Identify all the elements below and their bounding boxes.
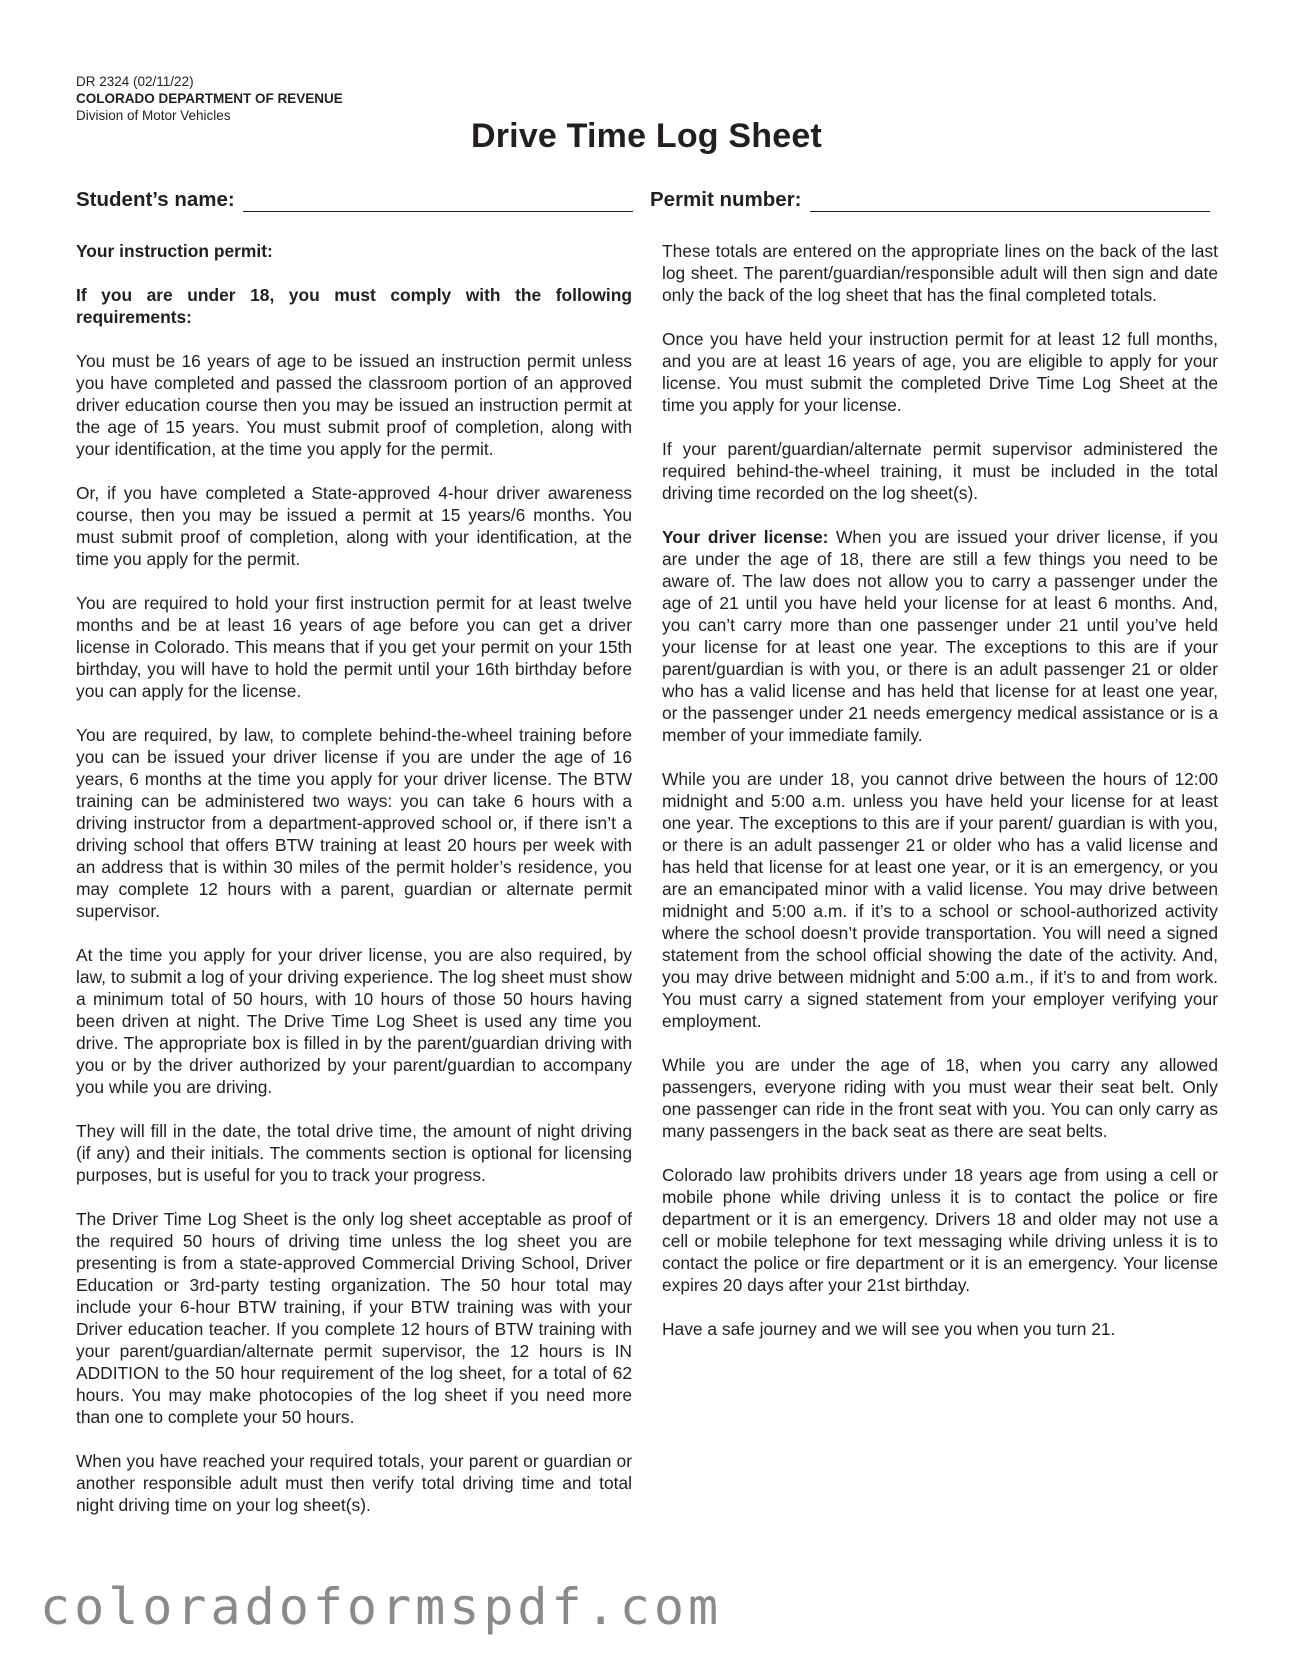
permit-number-row	[650, 180, 1210, 212]
left-column	[76, 240, 632, 1538]
permit-number-field[interactable]	[810, 189, 1210, 212]
paragraph: While you are under 18, you cannot drive between the hours of 12:00 midnight and 5:00 a.m. unless you have held your license for at least one year. The exceptions to this are if your parent/ guardian is with you, or there is an adult passenger 21 or older who has a valid license and has held that license for at least one year, or it is an emergency, or you are an emancipated minor with a valid license. You may drive between midnight and 5:00 a.m. if it’s to a school or school-authorized activity where the school doesn’t provide transportation. You will need a signed statement from the school official showing the date of the activity. And, you may drive between midnight and 5:00 a.m., if it’s to and from work. You must carry a signed statement from your employer verifying your employment.	[662, 769, 1218, 1031]
form-number: DR 2324 (02/11/22)	[76, 74, 194, 89]
student-name-row	[76, 180, 633, 212]
paragraph: Or, if you have completed a State-approved 4-hour driver awareness course, then you may be issued a permit at 15 years/6 months. You must submit proof of completion, along with your identification, at the time you apply for the permit.	[76, 483, 632, 569]
watermark: coloradoformspdf.com	[40, 1578, 723, 1636]
paragraph: When you have reached your required totals, your parent or guardian or another responsible adult must then verify total driving time and total night driving time on your log sheet(s).	[76, 1451, 632, 1515]
page-title: Drive Time Log Sheet	[470, 117, 823, 155]
paragraph: You must be 16 years of age to be issued an instruction permit unless you have completed and passed the classroom portion of an approved driver education course then you may be issued an instruction permit at the age of 15 years. You must submit proof of completion, along with your identification, at the time you apply for the permit.	[76, 351, 632, 459]
division-name: Division of Motor Vehicles	[76, 108, 231, 123]
paragraph: Colorado law prohibits drivers under 18 years age from using a cell or mobile phone while driving unless it is to contact the police or fire department or it is an emergency. Drivers 18 and older may not use a cell or mobile telephone for text messaging while driving unless it is to contact the police or fire department or it is an emergency. Your license expires 20 days after your 21st birthday.	[662, 1165, 1218, 1295]
right-column	[662, 240, 1218, 1362]
paragraph: If your parent/guardian/alternate permit supervisor administered the required behind-the-wheel training, it must be included in the total driving time recorded on the log sheet(s).	[662, 439, 1218, 503]
agency-name: COLORADO DEPARTMENT OF REVENUE	[76, 91, 343, 106]
driver-license-heading: Your driver license:	[662, 527, 829, 547]
driver-license-body: When you are issued your driver license, if you are under the age of 18, there are still a few things you need to be aware of. The law does not allow you to carry a passenger under the age of 21 until you have held your license for at least 6 months. And, you can’t carry more than one passenger under 21 until you’ve held your license for at least one year. The exceptions to this are if your parent/guardian is with you, or there is an adult passenger 21 or older who has a valid license and has held that license for at least one year, or the passenger under 21 needs emergency medical assistance or is a member of your immediate family.	[662, 527, 1218, 745]
paragraph: The Driver Time Log Sheet is the only log sheet acceptable as proof of the required 50 hours of driving time unless the log sheet you are presenting is from a state-approved Commercial Driving School, Driver Education or 3rd-party testing organization. The 50 hour total may include your 6-hour BTW training, if your BTW training was with your Driver education teacher. If you complete 12 hours of BTW training with your parent/guardian/alternate permit supervisor, the 12 hours is IN ADDITION to the 50 hour requirement of the log sheet, for a total of 62 hours. You may make photocopies of the log sheet if you need more than one to complete your 50 hours.	[76, 1209, 632, 1427]
paragraph: They will fill in the date, the total drive time, the amount of night driving (if any) and their initials. The comments section is optional for licensing purposes, but is useful for you to track your progress.	[76, 1121, 632, 1185]
paragraph: Once you have held your instruction permit for at least 12 full months, and you are at least 16 years of age, you are eligible to apply for your license. You must submit the completed Drive Time Log Sheet at the time you apply for your license.	[662, 329, 1218, 415]
student-name-field[interactable]	[243, 189, 633, 212]
paragraph: Have a safe journey and we will see you when you turn 21.	[662, 1319, 1116, 1339]
paragraph: You are required to hold your first instruction permit for at least twelve months and be at least 16 years of age before you can get a driver license in Colorado. This means that if you get your permit on your 15th birthday, you will have to hold the permit until your 16th birthday before you can apply for the license.	[76, 593, 632, 701]
student-name-label: Student’s name:	[76, 188, 235, 211]
section-heading-requirements: If you are under 18, you must comply with the following requirements:	[76, 285, 632, 327]
paragraph: These totals are entered on the appropriate lines on the back of the last log sheet. The parent/guardian/responsible adult will then sign and date only the back of the log sheet that has the final completed totals.	[662, 241, 1218, 305]
paragraph: At the time you apply for your driver license, you are also required, by law, to submit a log of your driving experience. The log sheet must show a minimum total of 50 hours, with 10 hours of those 50 hours having been driven at night. The Drive Time Log Sheet is used any time you drive. The appropriate box is filled in by the parent/guardian driving with you or by the driver authorized by your parent/guardian to accompany you while you are driving.	[76, 945, 632, 1097]
paragraph: You are required, by law, to complete behind-the-wheel training before you can be issued your driver license if you are under the age of 16 years, 6 months at the time you apply for your driver license. The BTW training can be administered two ways: you can take 6 hours with a driving instructor from a department-approved school or, if there isn’t a driving school that offers BTW training at least 20 hours per week with an address that is within 30 miles of the permit holder’s residence, you may complete 12 hours with a parent, guardian or alternate permit supervisor.	[76, 725, 632, 921]
permit-number-label: Permit number:	[650, 188, 802, 211]
driver-license-paragraph	[662, 526, 1218, 746]
paragraph: While you are under the age of 18, when you carry any allowed passengers, everyone riding with you must wear their seat belt. Only one passenger can ride in the front seat with you. You can only carry as many passengers in the back seat as there are seat belts.	[662, 1055, 1218, 1141]
section-heading-permit: Your instruction permit:	[76, 241, 273, 261]
